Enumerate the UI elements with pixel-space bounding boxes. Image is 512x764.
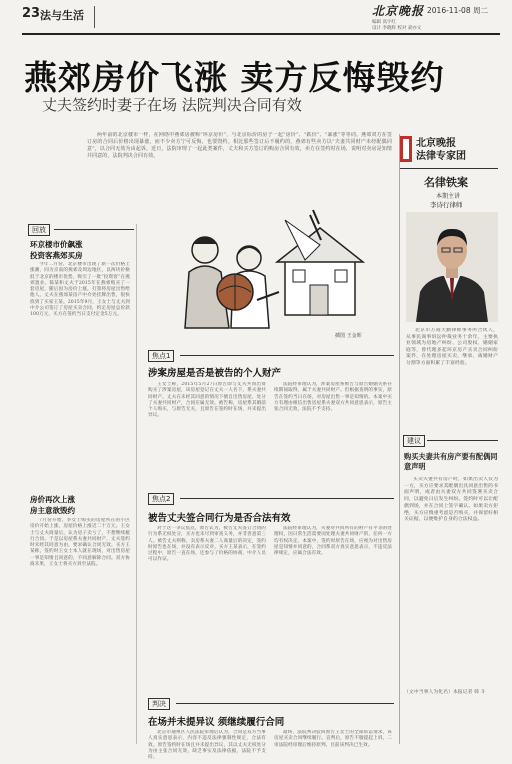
focus-1-body-col2: 法院经审理认为，涉案房屋系被告与原告婚姻关系存续期间取得，属于夫妻共同财产。但根据查明的事实，原告在签约当日在场，对房屋出售一事是知情的。本案中买方有理由相信出售房屋系夫妻双方共同意思表示，原告主张合同无效，法院不予支持。 <box>274 382 392 413</box>
reporter-byline: （文中当事人为化名）本报记者 韩 斗 <box>404 690 486 695</box>
sidebar-rule <box>400 168 498 169</box>
illustration <box>145 200 395 340</box>
story-body-1: 今年二月份，北京楼市出现了新一次价格上涨潮，同为京南的燕郊及周边地区，以两块价格低于北京的楼市优势，吸引了一批“投资客”在燕郊置业。陈某和丈夫于2015年在燕郊购买了一套房屋，随后因为房价上涨，打算将房屋出售给他人。丈夫在燕郊某房产中介处挂牌出售，很快找到了买家王某。2015年9月，王女士与丈夫到中介公司签订了房屋买卖合同，约定房屋总价款100万元，买方在签约当日支付定金5万元。 <box>30 262 130 318</box>
page-header <box>22 2 502 34</box>
verdict-body-col2: 最终，法院判决驳回原告王女士的全部诉讼请求，该房屋买卖合同继续履行。宣判后，原告不服提起上诉，二审法院经审理后维持原判。目前该判决已生效。 <box>274 730 392 748</box>
host-label: 本期主讲 <box>436 193 461 200</box>
focus-2-title: 被告丈夫签合同行为是否合法有效 <box>148 513 291 524</box>
subheadline: 丈夫签约时妻子在场 法院判决合同有效 <box>42 96 302 114</box>
section-name: 法与生活 <box>40 9 84 22</box>
replay-rule <box>54 229 134 230</box>
verdict-title: 在场并未提异议 须继续履行合同 <box>148 717 285 728</box>
sidebar-divider <box>399 134 400 744</box>
proof-name: 聂亦文 <box>407 26 422 31</box>
focus-2-tag: 焦点2 <box>148 493 174 505</box>
story-body-2: 7月份开始，李女士购买的房屋所在的小区房价开始上涨，房屋价格上涨近二十万元。王女士与丈夫商量后，认为房子卖亏了，不想继续履行合同。于是以房屋系夫妻共同财产，丈夫签约时未经其同意为由，要求确认合同无效。买方王某称，签约时王女士本人就在现场，对出售房屋一事是知情且同意的，不同意解除合同。双方协商未果，王女士将买方诉至法院。 <box>30 518 130 568</box>
illustration-credit: 插图 王金晖 <box>335 333 362 339</box>
column-name: 名律铁案 <box>424 176 468 189</box>
left-column-divider <box>136 224 137 744</box>
focus-2-body-col2: 法院经审理认为，夫妻对共同所有的财产有平等的处理权，因日常生活需要而处理夫妻共同财产的，任何一方均有权决定。本案中，签约时原告在场，应视为对出售房屋是知情并同意的，合同系双方真实意思表示，不违反法律规定，应属合法有效。 <box>274 526 392 557</box>
header-rule <box>22 33 500 35</box>
lawyer-bio: 北京市万商天勤律师事务所合伙人，从事民商事诉讼仲裁业务十余年，主要执业领域为房地产纠纷、公司股权、婚姻家庭等，曾代理多起环京房产买卖合同纠纷案件，在处理房屋买卖、继承、离婚财产分割等方面积累了丰富经验。 <box>406 328 498 366</box>
focus-1-tag: 焦点1 <box>148 350 174 362</box>
focus-2-body-col1: 对于这一争议焦点，原告认为，被告丈夫签订合同的行为系无权处分，买方也未尽到审查义务，并非善意第三人。被告丈夫则称，卖房系夫妻二人商量后的决定，签约时原告也在场，并没有表示反对。买方王某表示，在签约过程中，原告一直在场，还参与了价格的协商，中介人员可以作证。 <box>148 526 266 563</box>
suggestion-tag: 建议 <box>403 435 425 447</box>
lawyer-photo-icon <box>406 212 498 322</box>
suggestion-body: 买卖夫妻共有房产时，如果出卖人仅为一方，买方应要求其配偶出具同意出售的书面声明，或者由夫妻双方共同签署买卖合同，以避免日后发生纠纷。签约时可以让配偶到场，并在合同上签字确认。如果卖方拒绝，买方应慎重考虑是否购买，并保留好相关证据，以便维护自身的合法权益。 <box>404 477 498 523</box>
page-number: 23 <box>22 6 41 21</box>
verdict-body-col1: 北京市通州区人民法院审理后认为，合同是双方当事人真实意思表示，内容不违反法律强制性规定，合法有效。原告签约时在场且并未提出异议，其以丈夫无权处分为由主张合同无效，缺乏事实及法律依据，法院不予支持。 <box>148 730 266 761</box>
expert-panel-name: 法律专家团 <box>416 151 466 162</box>
verdict-rule <box>176 703 394 704</box>
subhead-2a: 房价再次上涨 <box>30 495 75 504</box>
proof-label: 校对 <box>397 26 407 31</box>
focus-1-title: 涉案房屋是否是被告的个人财产 <box>148 368 282 379</box>
illustration-house-sale-icon <box>145 200 395 340</box>
editor-name: 高宇红 <box>382 20 396 25</box>
designer-label: 设计 <box>372 26 381 31</box>
expert-panel-logo <box>400 134 496 164</box>
editor-label: 编辑 <box>372 20 381 25</box>
verdict-tag: 判决 <box>148 698 170 710</box>
focus-1-rule <box>180 355 394 356</box>
lede-paragraph: 两年前的北京楼市一样，在网络中燕郊房被称“环京房价”，与北京标价的房子一起“房价”、“跌价”、“暴涨”等等词。燕郊双方在签订房的合同后价格出现暴涨，而不少卖方宁可反悔，也要毁约。相比那些签订后不履约的，燕郊有些卖方以“夫妻共同财产未经配偶同意”，以合同无效为由起诉。近日，法院审理了一起此类案件，丈夫和买方签订的购房合同有效，卖方在签约时在场，说明对卖房是知情并同意的，法院判决合同有效。 <box>87 132 392 159</box>
focus-1-body-col1: 王女士称，2015年5月27日原告即与丈夫共同出资购买了涉案房屋，该房屋登记在丈夫一人名下，系夫妻共同财产。丈夫在未经其同意的情况下擅自出售房屋，处分了夫妻共同财产，合同应属无效。被告称，房屋系其婚前个人购买，与原告无关，且原告在签约时在场，并未提出异议。 <box>148 382 266 419</box>
designer-name: 李晓辉 <box>382 26 396 31</box>
issue-date: 2016-11-08 周二 <box>427 6 488 15</box>
lawyer-portrait <box>406 212 498 322</box>
subhead-1a: 环京楼市价飙涨 <box>30 240 83 249</box>
suggestion-rule <box>427 440 498 441</box>
host-name: 李诗行律师 <box>430 201 463 209</box>
subhead-1b: 投资客燕郊买房 <box>30 251 83 260</box>
newspaper-logo-icon <box>400 136 412 162</box>
credits <box>372 20 502 32</box>
subhead-2b: 房主意欲毁约 <box>30 506 75 515</box>
replay-tag: 回放 <box>28 224 50 236</box>
headline: 燕郊房价飞涨 卖方反悔毁约 <box>24 58 445 97</box>
focus-2-rule <box>180 498 394 499</box>
expert-panel-brand: 北京晚报 <box>416 138 456 149</box>
suggestion-title: 购买夫妻共有房产要有配偶同意声明 <box>404 452 498 471</box>
masthead-logo: 北京晚报 <box>372 4 425 18</box>
